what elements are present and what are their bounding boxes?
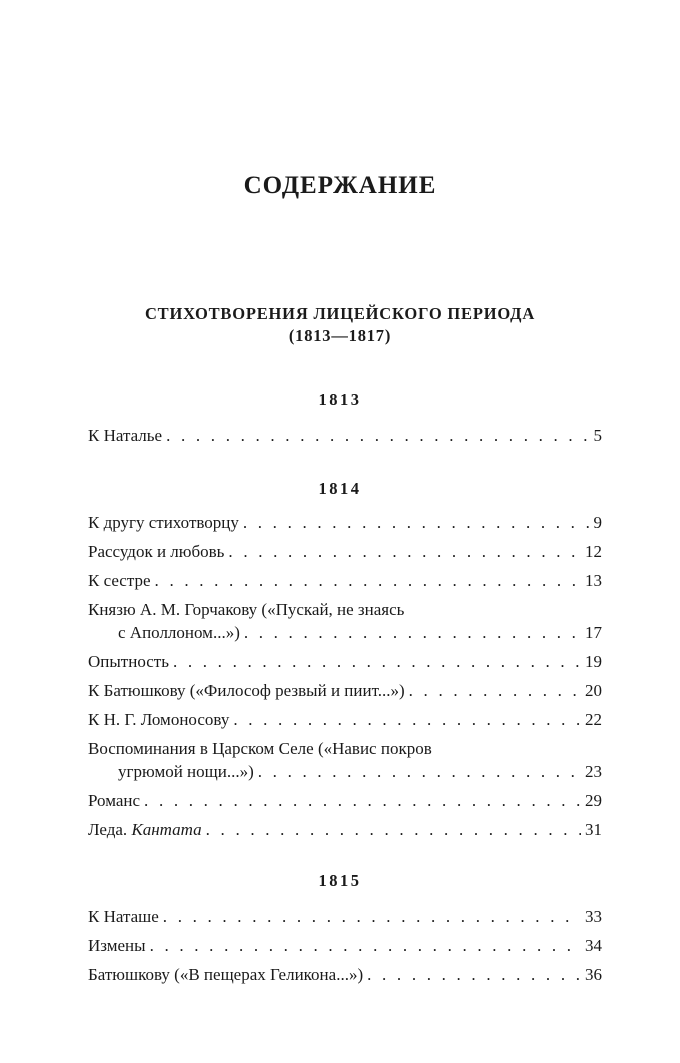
leader-dots	[258, 760, 581, 783]
entry-title-continued: угрюмой нощи...»)	[118, 762, 254, 781]
entry-title: К Батюшкову («Философ резвый и пиит...»)	[88, 681, 405, 700]
toc-entry[interactable]	[88, 905, 602, 928]
toc-entry[interactable]	[88, 789, 602, 812]
entry-title: К другу стихотворцу	[88, 513, 239, 532]
entry-title-continued: с Аполлоном...»)	[118, 623, 240, 642]
part-years: (1813—1817)	[288, 326, 392, 345]
entry-title	[88, 818, 202, 841]
entry-title: Измены	[88, 936, 146, 955]
toc-entry[interactable]	[88, 708, 602, 731]
toc-entry[interactable]	[88, 737, 602, 783]
leader-dots	[233, 708, 581, 731]
toc-section-1815	[88, 905, 602, 992]
toc-entry[interactable]	[88, 424, 602, 447]
leader-dots	[367, 963, 581, 986]
entry-title: Романс	[88, 791, 141, 810]
entry-page: 31	[585, 820, 602, 839]
entry-title: Батюшкову («В пещерах Геликона...»)	[88, 965, 364, 984]
toc-entry[interactable]	[88, 963, 602, 986]
section-year-1814: 1814	[318, 479, 362, 498]
leader-dots	[244, 621, 581, 644]
leader-dots	[163, 905, 581, 928]
toc-entry[interactable]	[88, 818, 602, 841]
section-year-1815: 1815	[318, 871, 362, 890]
toc-entry[interactable]	[88, 540, 602, 563]
toc-entry[interactable]	[88, 934, 602, 957]
leader-dots	[206, 818, 581, 841]
toc-entry[interactable]	[88, 650, 602, 673]
entry-page: 19	[585, 652, 602, 671]
page-title: СОДЕРЖАНИЕ	[243, 172, 437, 199]
toc-entry[interactable]	[88, 679, 602, 702]
entry-page: 20	[585, 681, 602, 700]
entry-page: 29	[585, 791, 602, 810]
entry-title-main: Леда.	[88, 820, 128, 839]
entry-title: Князю А. М. Горчакову («Пускай, не знаясь	[88, 600, 405, 619]
entry-page: 33	[585, 907, 602, 926]
entry-page: 36	[585, 965, 602, 984]
entry-subtitle: Кантата	[131, 820, 202, 839]
entry-title: К Наталье	[88, 426, 163, 445]
toc-entry[interactable]	[88, 511, 602, 534]
leader-dots	[173, 650, 581, 673]
toc-entry[interactable]	[88, 569, 602, 592]
leader-dots	[166, 424, 589, 447]
entry-title: К сестре	[88, 571, 151, 590]
leader-dots	[243, 511, 590, 534]
leader-dots	[144, 789, 581, 812]
entry-page: 17	[585, 623, 602, 642]
toc-section-1813	[88, 424, 602, 453]
entry-page: 9	[593, 513, 602, 532]
leader-dots	[155, 569, 581, 592]
entry-page: 13	[585, 571, 602, 590]
entry-title: К Н. Г. Ломоносову	[88, 710, 230, 729]
entry-page: 23	[585, 762, 602, 781]
part-heading	[0, 303, 680, 347]
entry-title: Рассудок и любовь	[88, 542, 225, 561]
toc-section-1814	[88, 511, 602, 847]
section-year-1813: 1813	[318, 390, 362, 409]
leader-dots	[409, 679, 581, 702]
toc-entry[interactable]	[88, 598, 602, 644]
part-title: СТИХОТВОРЕНИЯ ЛИЦЕЙСКОГО ПЕРИОДА	[144, 304, 536, 323]
entry-page: 12	[585, 542, 602, 561]
leader-dots	[228, 540, 581, 563]
leader-dots	[150, 934, 581, 957]
entry-page: 34	[585, 936, 602, 955]
entry-page: 22	[585, 710, 602, 729]
entry-page: 5	[593, 426, 602, 445]
entry-title: К Наташе	[88, 907, 159, 926]
entry-title: Опытность	[88, 652, 169, 671]
entry-title: Воспоминания в Царском Селе («Навис покров	[88, 739, 432, 758]
